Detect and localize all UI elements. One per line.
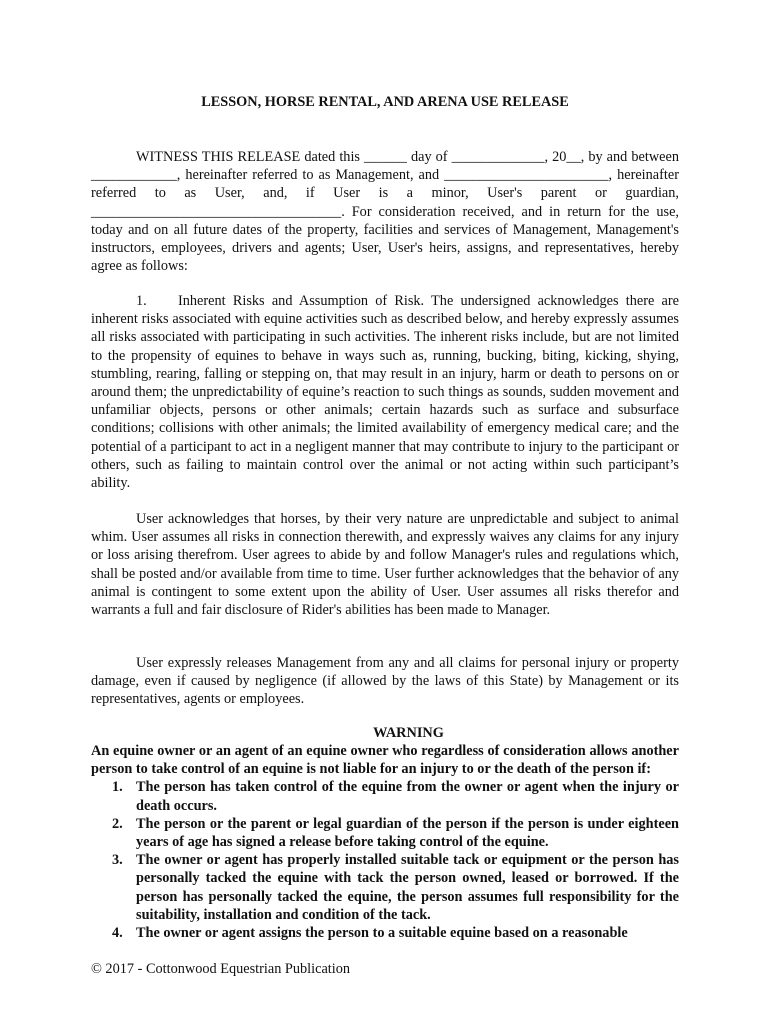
warning-item-text: The person has taken control of the equine from the owner or agent when the injury or death occurs. (136, 779, 679, 814)
warning-intro: An equine owner or an agent of an equine owner who regardless of consideration allows another person to take control of an equine is not liable for an injury to or the death of the person if: (91, 743, 679, 778)
witness-paragraph: WITNESS THIS RELEASE dated this ______ day of _____________, 20__, by and between ____________, hereinafter referred to as Management, and _______________________, hereinafter referred to as User, and, if User is a minor, User's parent or guardian, ___________________________________. For consideration received, and in return for the use, today and on all future dates of the property, facilities and services of Management, Management's instructors, employees, drivers and agents; User, User's heirs, assigns, and representatives, hereby agree as follows: (91, 149, 679, 275)
warning-heading: WARNING (373, 725, 444, 741)
section-1-paragraph (91, 292, 679, 492)
warning-list (91, 778, 679, 942)
footer-copyright: © 2017 - Cottonwood Equestrian Publication (91, 961, 351, 977)
document-title: LESSON, HORSE RENTAL, AND ARENA USE RELEASE (201, 94, 569, 110)
warning-item-number: 2. (112, 815, 123, 832)
section-1-text: Inherent Risks and Assumption of Risk. The undersigned acknowledges there are inherent risks associated with equine activities such as described below, and hereby expressly assumes all risks associated with participating in such activities. The inherent risks include, but are not limited to the propensity of equines to behave in ways such as, running, bucking, biting, kicking, shying, stumbling, rearing, falling or stepping on, that may result in an injury, harm or death to persons on or around them; the unpredictability of equine’s reaction to such things as sounds, sudden movement and unfamiliar objects, persons or other animals; certain hazards such as surface and subsurface conditions; collisions with other animals; the limited availability of emergency medical care; and the potential of a participant to act in a negligent manner that may contribute to injury to the participant or others, such as failing to maintain control over the animal or not acting within such participant’s ability. (91, 293, 679, 492)
user-acknowledgement-paragraph: User acknowledges that horses, by their very nature are unpredictable and subject to animal whim. User assumes all risks in connection therewith, and expressly waives any claims for any injury or loss arising therefrom. User agrees to abide by and follow Manager's rules and regulations which, shall be posted and/or available from time to time. User further acknowledges that the behavior of any animal is contingent to some extent upon the ability of User. User assumes all risks therefor and warrants a full and fair disclosure of Rider's abilities has been made to Manager. (91, 511, 679, 619)
warning-item-text: The owner or agent assigns the person to a suitable equine based on a reasonable (136, 925, 628, 942)
warning-list-item (91, 924, 679, 942)
warning-section (91, 742, 679, 942)
warning-item-number: 4. (112, 925, 123, 942)
user-release-paragraph: User expressly releases Management from any and all claims for personal injury or property damage, even if caused by negligence (if allowed by the laws of this State) by Management or its representatives, agents or employees. (91, 655, 679, 708)
warning-item-number: 1. (112, 779, 123, 796)
warning-item-text: The owner or agent has properly installed suitable tack or equipment or the person has personally tacked the equine with tack the person owned, leased or borrowed. If the person has personally tacked the equine, the person assumes full responsibility for the suitability, installation and condition of the tack. (136, 852, 679, 923)
warning-list-item (91, 815, 679, 851)
warning-list-item (91, 851, 679, 924)
warning-list-item (91, 778, 679, 814)
section-1-number: 1. (136, 293, 147, 309)
warning-item-number: 3. (112, 852, 123, 869)
warning-item-text: The person or the parent or legal guardian of the person if the person is under eighteen years of age has signed a release before taking control of the equine. (136, 815, 679, 851)
